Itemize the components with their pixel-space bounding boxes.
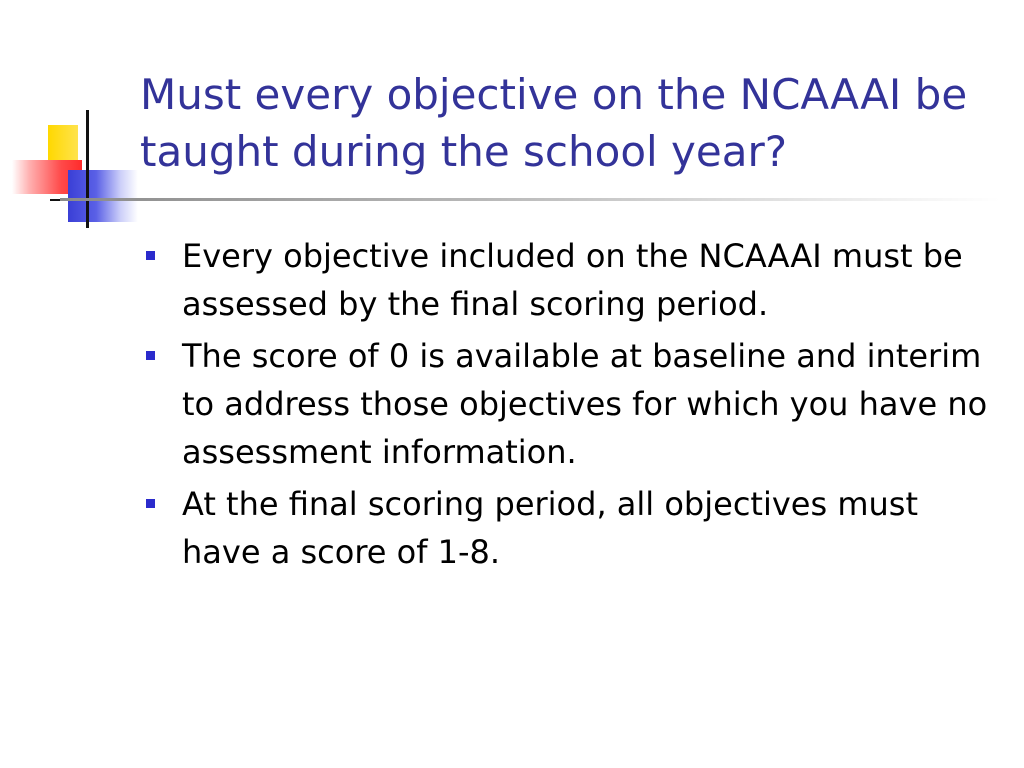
- slide-title: Must every objective on the NCAAAI be taught during the school year?: [140, 70, 968, 176]
- bullet-text: The score of 0 is available at baseline and interim to address those objectives for which you have no assessment information.: [182, 337, 988, 471]
- logo-vertical-line: [86, 110, 89, 228]
- square-bullet-icon: [146, 351, 155, 360]
- bullet-item: [142, 480, 992, 576]
- bullet-text: Every objective included on the NCAAAI must be assessed by the final scoring period.: [182, 237, 963, 323]
- bullet-item: [142, 332, 992, 476]
- square-bullet-icon: [146, 499, 155, 508]
- bullet-text: At the final scoring period, all objectives must have a score of 1-8.: [182, 485, 918, 571]
- bullet-item: [142, 232, 992, 328]
- square-bullet-icon: [146, 251, 155, 260]
- bullet-list: [142, 232, 992, 580]
- logo-yellow-square: [48, 125, 78, 163]
- title-underline: [60, 198, 1000, 201]
- logo-blue-square: [68, 170, 138, 222]
- decorative-logo: [0, 0, 140, 240]
